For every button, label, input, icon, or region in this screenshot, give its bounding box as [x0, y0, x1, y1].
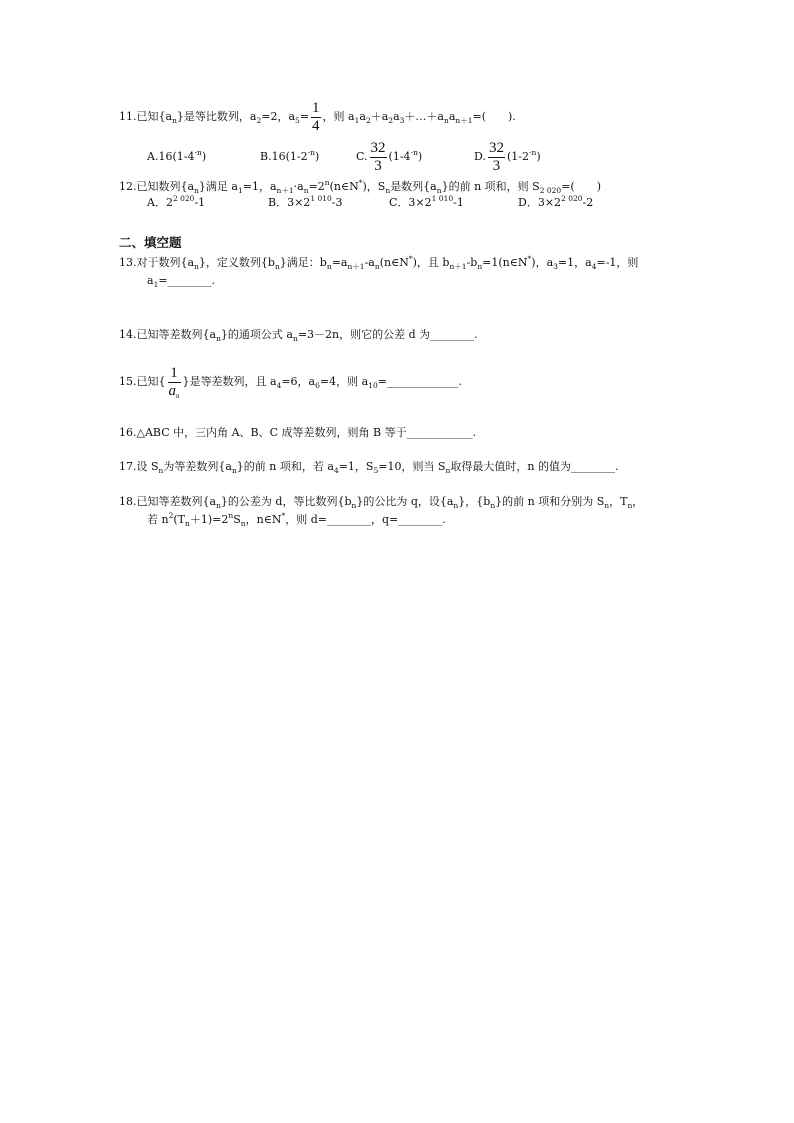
question-14-stem: 14.已知等差数列$\{a_n\}$的通项公式 $a_n=3-2n$，则它的公差 d 为________.: [119, 328, 478, 343]
choice-12-c[interactable]: C．$3\times 2^{1 010}-1$: [389, 194, 464, 209]
choice-11-b[interactable]: $B.16(1-2^{-n})$: [260, 148, 320, 163]
question-18-stem: 18.已知等差数列$\{a_n\}$的公差为 d，等比数列$\{b_n\}$的公比为 q，设$\{a_n\}$，$\{b_n\}$的前 n 项和分别为 $S_n$，$T_n$，: [119, 495, 644, 510]
question-16-stem: 16.△ABC 中，三内角 A、B、C 成等差数列，则角 B 等于____________.: [119, 426, 477, 439]
choice-12-b[interactable]: B．$3\times 2^{1 010}-3$: [268, 194, 343, 209]
question-11-choices: [147, 139, 541, 175]
choice-11-d[interactable]: D. $\frac{32}{3}$ $(1-2^{-n})$: [474, 139, 541, 174]
question-12-stem: 12.已知数列$\{a_n\}$满足 $a_1=1$，$a_{n+1}\cdot a_n=2^n(n\in N^*)$，$S_n$是数列$\{a_n\}$的前 n 项和，则 $S_{2 020}=$( ): [119, 178, 601, 195]
choice-11-a[interactable]: $A.16(1-4^{-n})$: [147, 148, 207, 163]
question-13-stem: 13.对于数列$\{a_n\}$，定义数列$\{b_n\}$满足：$b_n=a_{n+1}-a_n(n\in N^*)$，且 $b_{n+1}-b_n=1(n\in N^*)$，$a_3=1$，$a_4=-1$，则: [119, 254, 639, 271]
fraction-one-quarter: $\frac{1}{4}$: [312, 99, 320, 134]
question-17-stem: 17.设 $S_n$为等差数列$\{a_n\}$的前 n 项和，若 $a_4=1$，$S_5=10$，则当 $S_n$取得最大值时，n 的值为________.: [119, 460, 619, 475]
fraction-32-over-3: $\frac{32}{3}$: [488, 139, 504, 174]
choice-12-a[interactable]: A．$2^{2 020}-1$: [147, 194, 206, 209]
question-13-answer-line[interactable]: $a_1=\_\_\_\_\_\_\_\_$.: [147, 274, 216, 289]
choice-11-c[interactable]: C. $\frac{32}{3}$ $(1-4^{-n})$: [356, 139, 423, 174]
question-12-choices: [147, 196, 593, 210]
section-heading-fill-in-blank: 二、填空题: [119, 235, 182, 250]
question-18-answer-line[interactable]: 若 $n^2(T_n+1)=2^nS_n$，n∈N*，则 d=________，q=________.: [147, 511, 446, 528]
choice-12-d[interactable]: D．$3\times 2^{2 020}-2$: [518, 194, 594, 209]
fraction-one-over-an: $\frac{1}{a_n}$: [168, 364, 180, 400]
question-15-stem: 15.已知{ $\frac{1}{a_n}$ }是等差数列，且 $a_4=6$，$a_6=4$，则 $a_{10}=\_\_\_\_\_\_\_\_\_\_\_\_\_$.: [119, 364, 462, 400]
question-11-stem: 11.已知$\{a_n\}$是等比数列，$a_2=2$，$a_5=$ $\frac{1}{4}$ ，则 $a_1a_2+a_2a_3+\dots+a_na_{n+1}=$( ).: [119, 99, 516, 134]
fraction-32-over-3: $\frac{32}{3}$: [370, 139, 386, 174]
